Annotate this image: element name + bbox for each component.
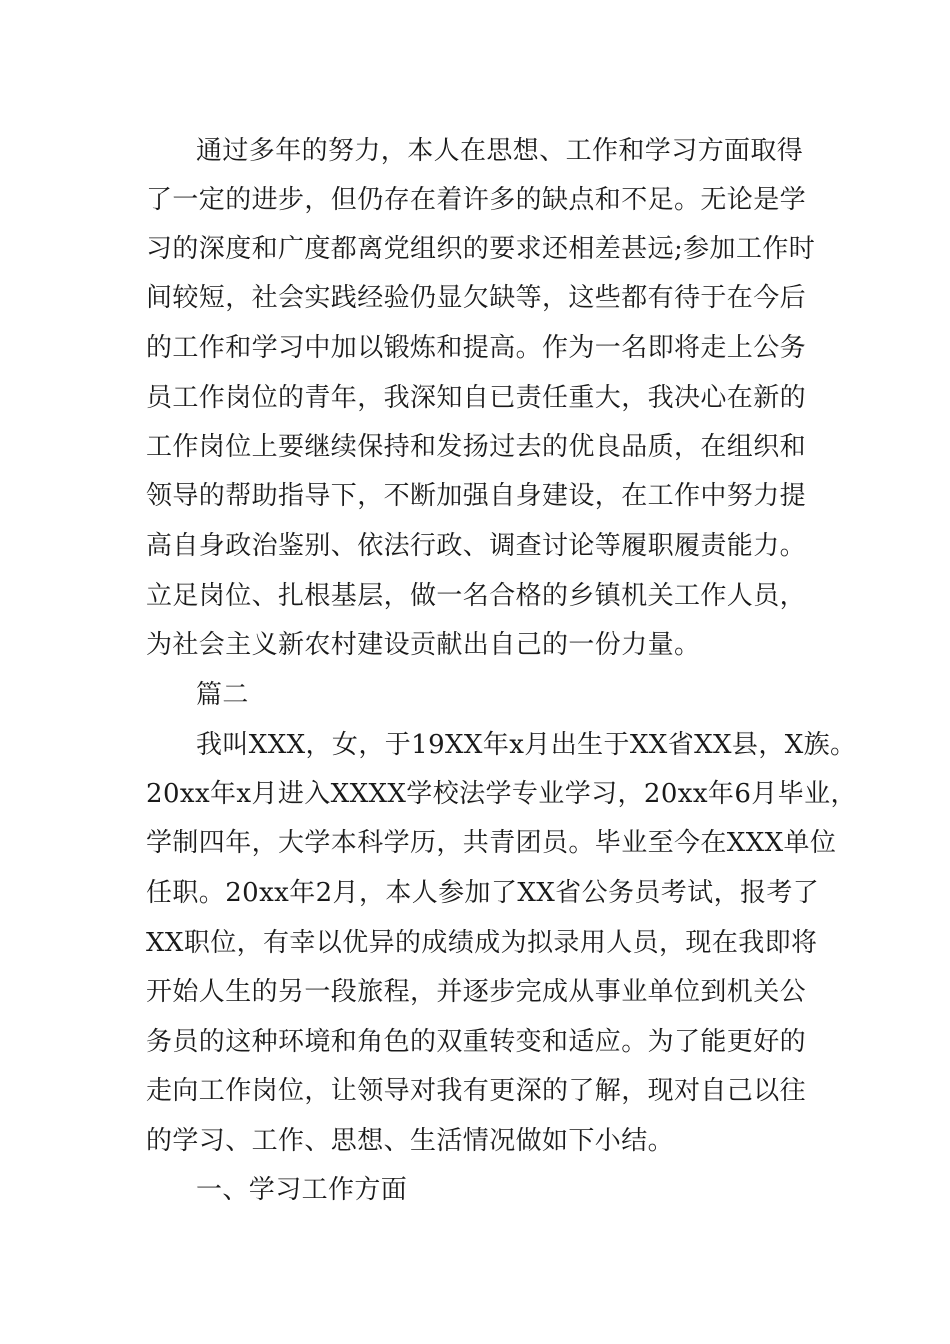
- paragraph-line: 了一定的进步，但仍存在着许多的缺点和不足。无论是学: [146, 185, 807, 215]
- paragraph-line: 通过多年的努力，本人在思想、工作和学习方面取得: [196, 136, 804, 166]
- paragraph-line: 员工作岗位的青年，我深知自已责任重大，我决心在新的: [146, 383, 807, 413]
- paragraph-line: 立足岗位、扎根基层，做一名合格的乡镇机关工作人员，: [146, 581, 807, 611]
- paragraph-line: 务员的这种环境和角色的双重转变和适应。为了能更好的: [146, 1027, 807, 1057]
- paragraph-line: 间较短，社会实践经验仍显欠缺等，这些都有待于在今后: [146, 283, 807, 313]
- paragraph-line: 学制四年，大学本科学历，共青团员。毕业至今在XXX单位: [146, 828, 837, 858]
- paragraph-line: 习的深度和广度都离党组织的要求还相差甚远;参加工作时: [146, 234, 816, 264]
- paragraph-line: 工作岗位上要继续保持和发扬过去的优良品质，在组织和: [146, 432, 807, 462]
- section-heading-study-work: 一、学习工作方面: [196, 1175, 408, 1205]
- paragraph-line: 20xx年x月进入XXXX学校法学专业学习，20xx年6月毕业，: [146, 779, 857, 809]
- paragraph-line: 的工作和学习中加以锻炼和提高。作为一名即将走上公务: [146, 333, 807, 363]
- paragraph-line: 我叫XXX，女，于19XX年x月出生于XX省XX县，X族。: [196, 730, 857, 760]
- paragraph-line: 开始人生的另一段旅程，并逐步完成从事业单位到机关公: [146, 977, 807, 1007]
- paragraph-line: 任职。20xx年2月，本人参加了XX省公务员考试，报考了: [146, 878, 820, 908]
- paragraph-line: 的学习、工作、思想、生活情况做如下小结。: [146, 1126, 675, 1156]
- section-heading-pian-er: 篇二: [196, 680, 249, 710]
- paragraph-line: 走向工作岗位，让领导对我有更深的了解，现对自己以往: [146, 1076, 807, 1106]
- paragraph-line: 领导的帮助指导下，不断加强自身建设，在工作中努力提: [146, 481, 807, 511]
- paragraph-line: 为社会主义新农村建设贡献出自己的一份力量。: [146, 630, 701, 660]
- paragraph-line: 高自身政治鉴别、依法行政、调查讨论等履职履责能力。: [146, 531, 807, 561]
- paragraph-line: XX职位，有幸以优异的成绩成为拟录用人员，现在我即将: [146, 928, 818, 958]
